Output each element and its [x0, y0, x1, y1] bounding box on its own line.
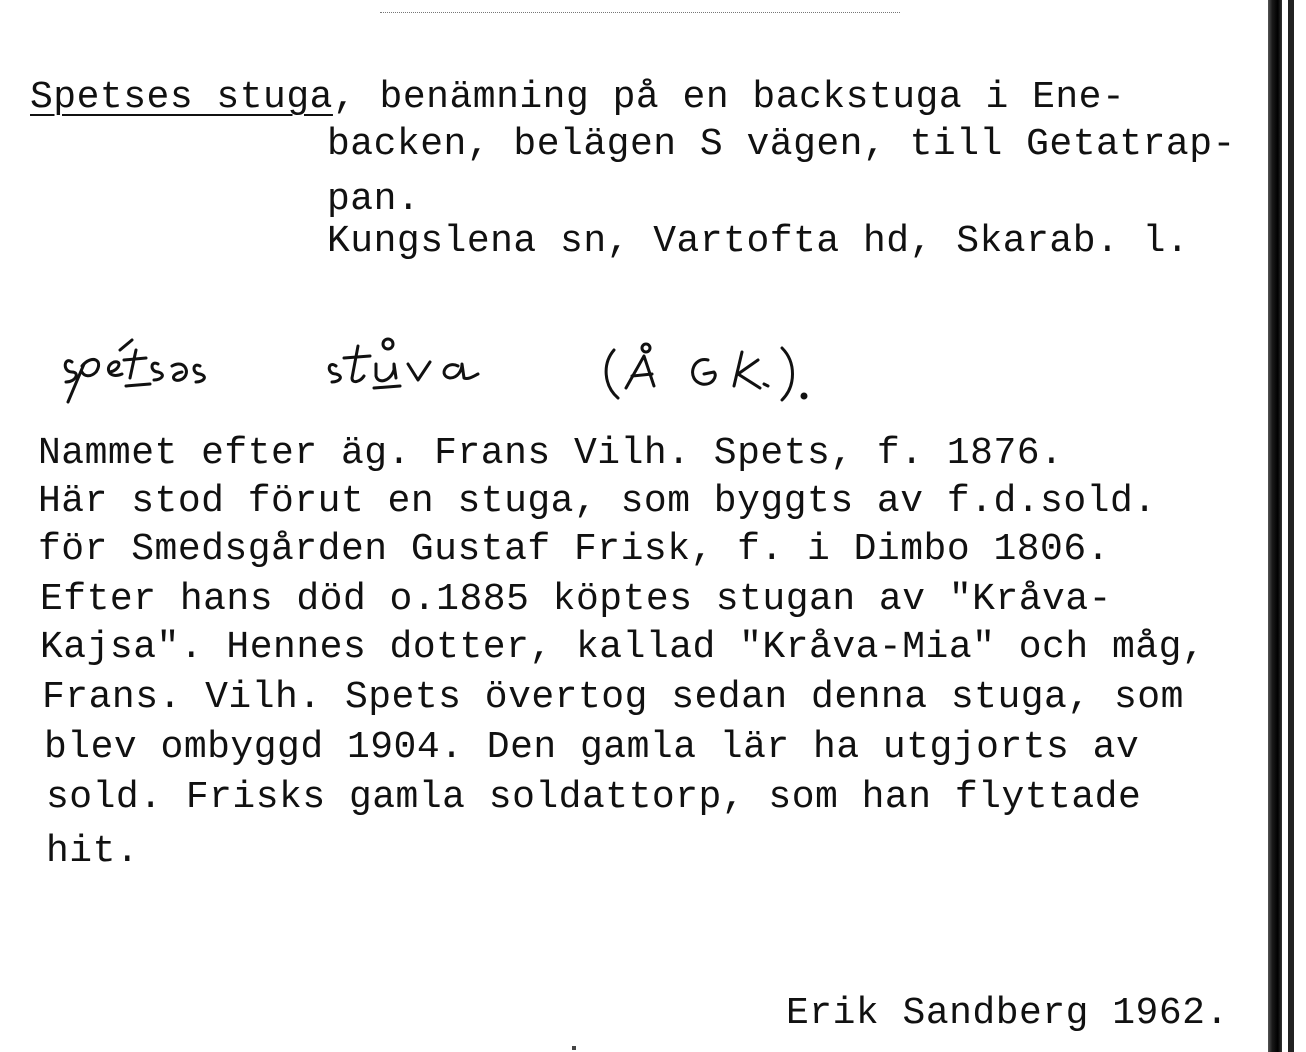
scan-speck [572, 1046, 576, 1050]
entry-line-4: Kungslena sn, Vartofta hd, Skarab. l. [327, 220, 1190, 263]
headword: Spetses stuga [30, 76, 333, 119]
body-line-3: för Smedsgården Gustaf Frisk, f. i Dimbo 1806. [38, 528, 1110, 571]
body-line-8: sold. Frisks gamla soldattorp, som han flyttade [46, 776, 1142, 819]
scan-top-marks [380, 12, 900, 21]
entry-first-line [30, 74, 1125, 122]
signature: Erik Sandberg 1962. [786, 992, 1229, 1035]
entry-line-3: pan. [327, 178, 421, 221]
handwritten-pronunciation [58, 316, 838, 416]
body-line-6: Frans. Vilh. Spets övertog sedan denna stuga, som [42, 676, 1184, 719]
body-line-2: Här stod förut en stuga, som byggts av f.d.sold. [38, 480, 1157, 523]
body-line-1: Nammet efter äg. Frans Vilh. Spets, f. 1876. [38, 432, 1064, 475]
body-line-5: Kajsa". Hennes dotter, kallad "Kråva-Mia" och måg, [40, 626, 1206, 669]
entry-line-1-rest: , benämning på en backstuga i Ene- [332, 76, 1126, 119]
scan-edge [1268, 0, 1282, 1052]
body-line-7: blev ombyggd 1904. Den gamla lär ha utgjorts av [44, 726, 1140, 769]
entry-line-2: backen, belägen S vägen, till Getatrap- [327, 123, 1236, 166]
body-line-4: Efter hans död o.1885 köptes stugan av "Kråva- [40, 578, 1112, 621]
body-line-9: hit. [46, 830, 140, 873]
scan-edge-inner [1288, 0, 1294, 1052]
